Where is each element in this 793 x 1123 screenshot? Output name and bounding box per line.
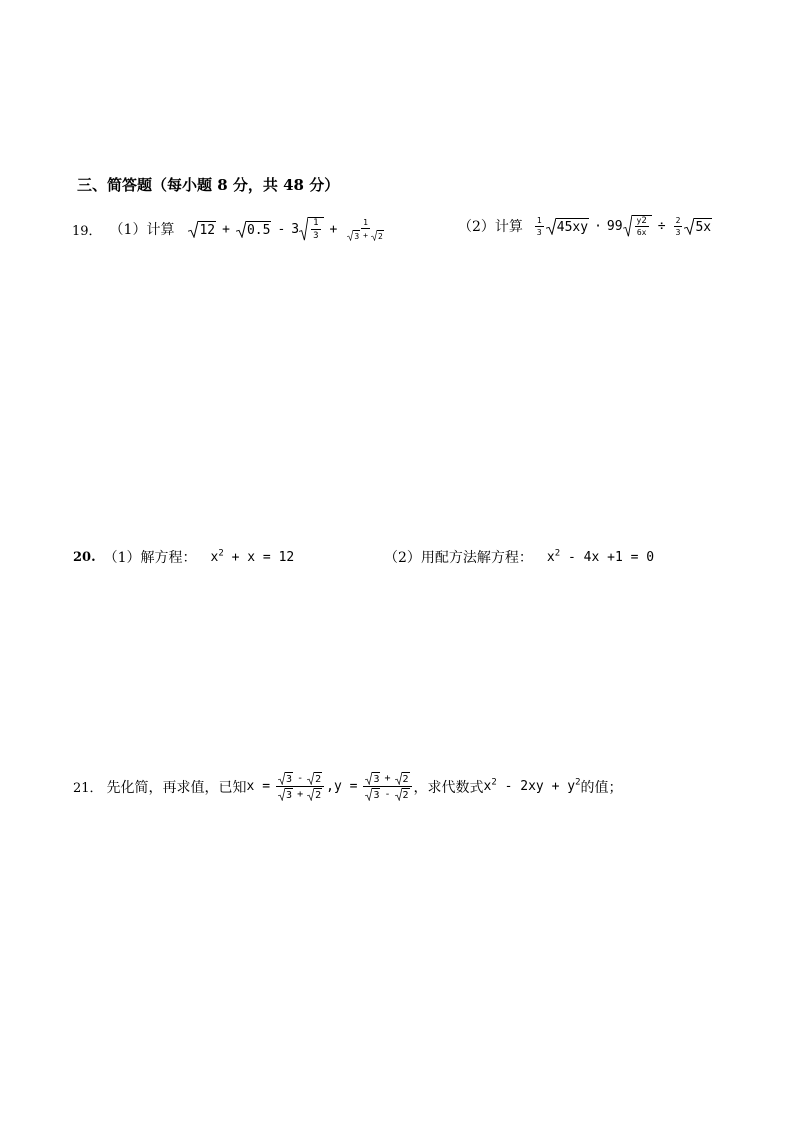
expression-19-2: $\frac{1}{3}$ 45xy · 99 y 2 6x ÷ $\frac{2}{3}$ 5x — [536, 215, 712, 237]
sqrt-5x: 5x — [684, 218, 712, 235]
fraction-one-over-sqrt-sum: 1 3 + 2 — [345, 218, 385, 241]
question-20-part-2 — [384, 547, 654, 567]
question-text: 先化简，再求值，已知 — [106, 779, 247, 796]
sqrt-one-third: $\frac{1}{3}$ — [299, 217, 323, 241]
part-2-label: （2）用配方法解方程： — [384, 550, 533, 566]
equation-20-2: $x^2 - 4x +1 = 0$ — [546, 548, 655, 565]
fraction-y: 3 + 2 3 - 2 — [363, 772, 411, 801]
expression-19-1: 12 + 0.5 - 3 $\frac{1}{3}$ + 1 3 + 2 — [188, 217, 387, 241]
expression-21: $x^2 - 2xy + y^2$ — [483, 777, 581, 794]
question-21: 21． 先化简，再求值，已知 x = 3 - 2 3 + 2 ,y = 3 + 2 3 - 2 ，求代数式 $x^2 - 2xy + y^2$ 的值； — [73, 773, 623, 801]
part-1-label: （1）计算 — [109, 222, 175, 238]
section-title: 三、简答题（每小题 8 分，共 48 分） — [77, 176, 340, 194]
question-number: 20. — [73, 549, 96, 565]
part-1-label: （1）解方程： — [103, 550, 197, 566]
sqrt-y2-over-6x: y 2 6x — [623, 215, 652, 237]
question-19 — [72, 217, 388, 241]
question-number: 21． — [73, 781, 103, 796]
question-19-part-2 — [458, 215, 712, 237]
question-number: 19． — [72, 223, 102, 239]
sqrt-12: 12 — [188, 221, 216, 238]
fraction-x: 3 - 2 3 + 2 — [276, 772, 324, 801]
sqrt-45xy: 45xy — [546, 218, 589, 235]
sqrt-0-5: 0.5 — [236, 221, 271, 238]
part-2-label: （2）计算 — [458, 219, 523, 235]
equation-20-1: $x^2 + x = 12$ — [210, 548, 295, 565]
question-20 — [73, 547, 294, 567]
